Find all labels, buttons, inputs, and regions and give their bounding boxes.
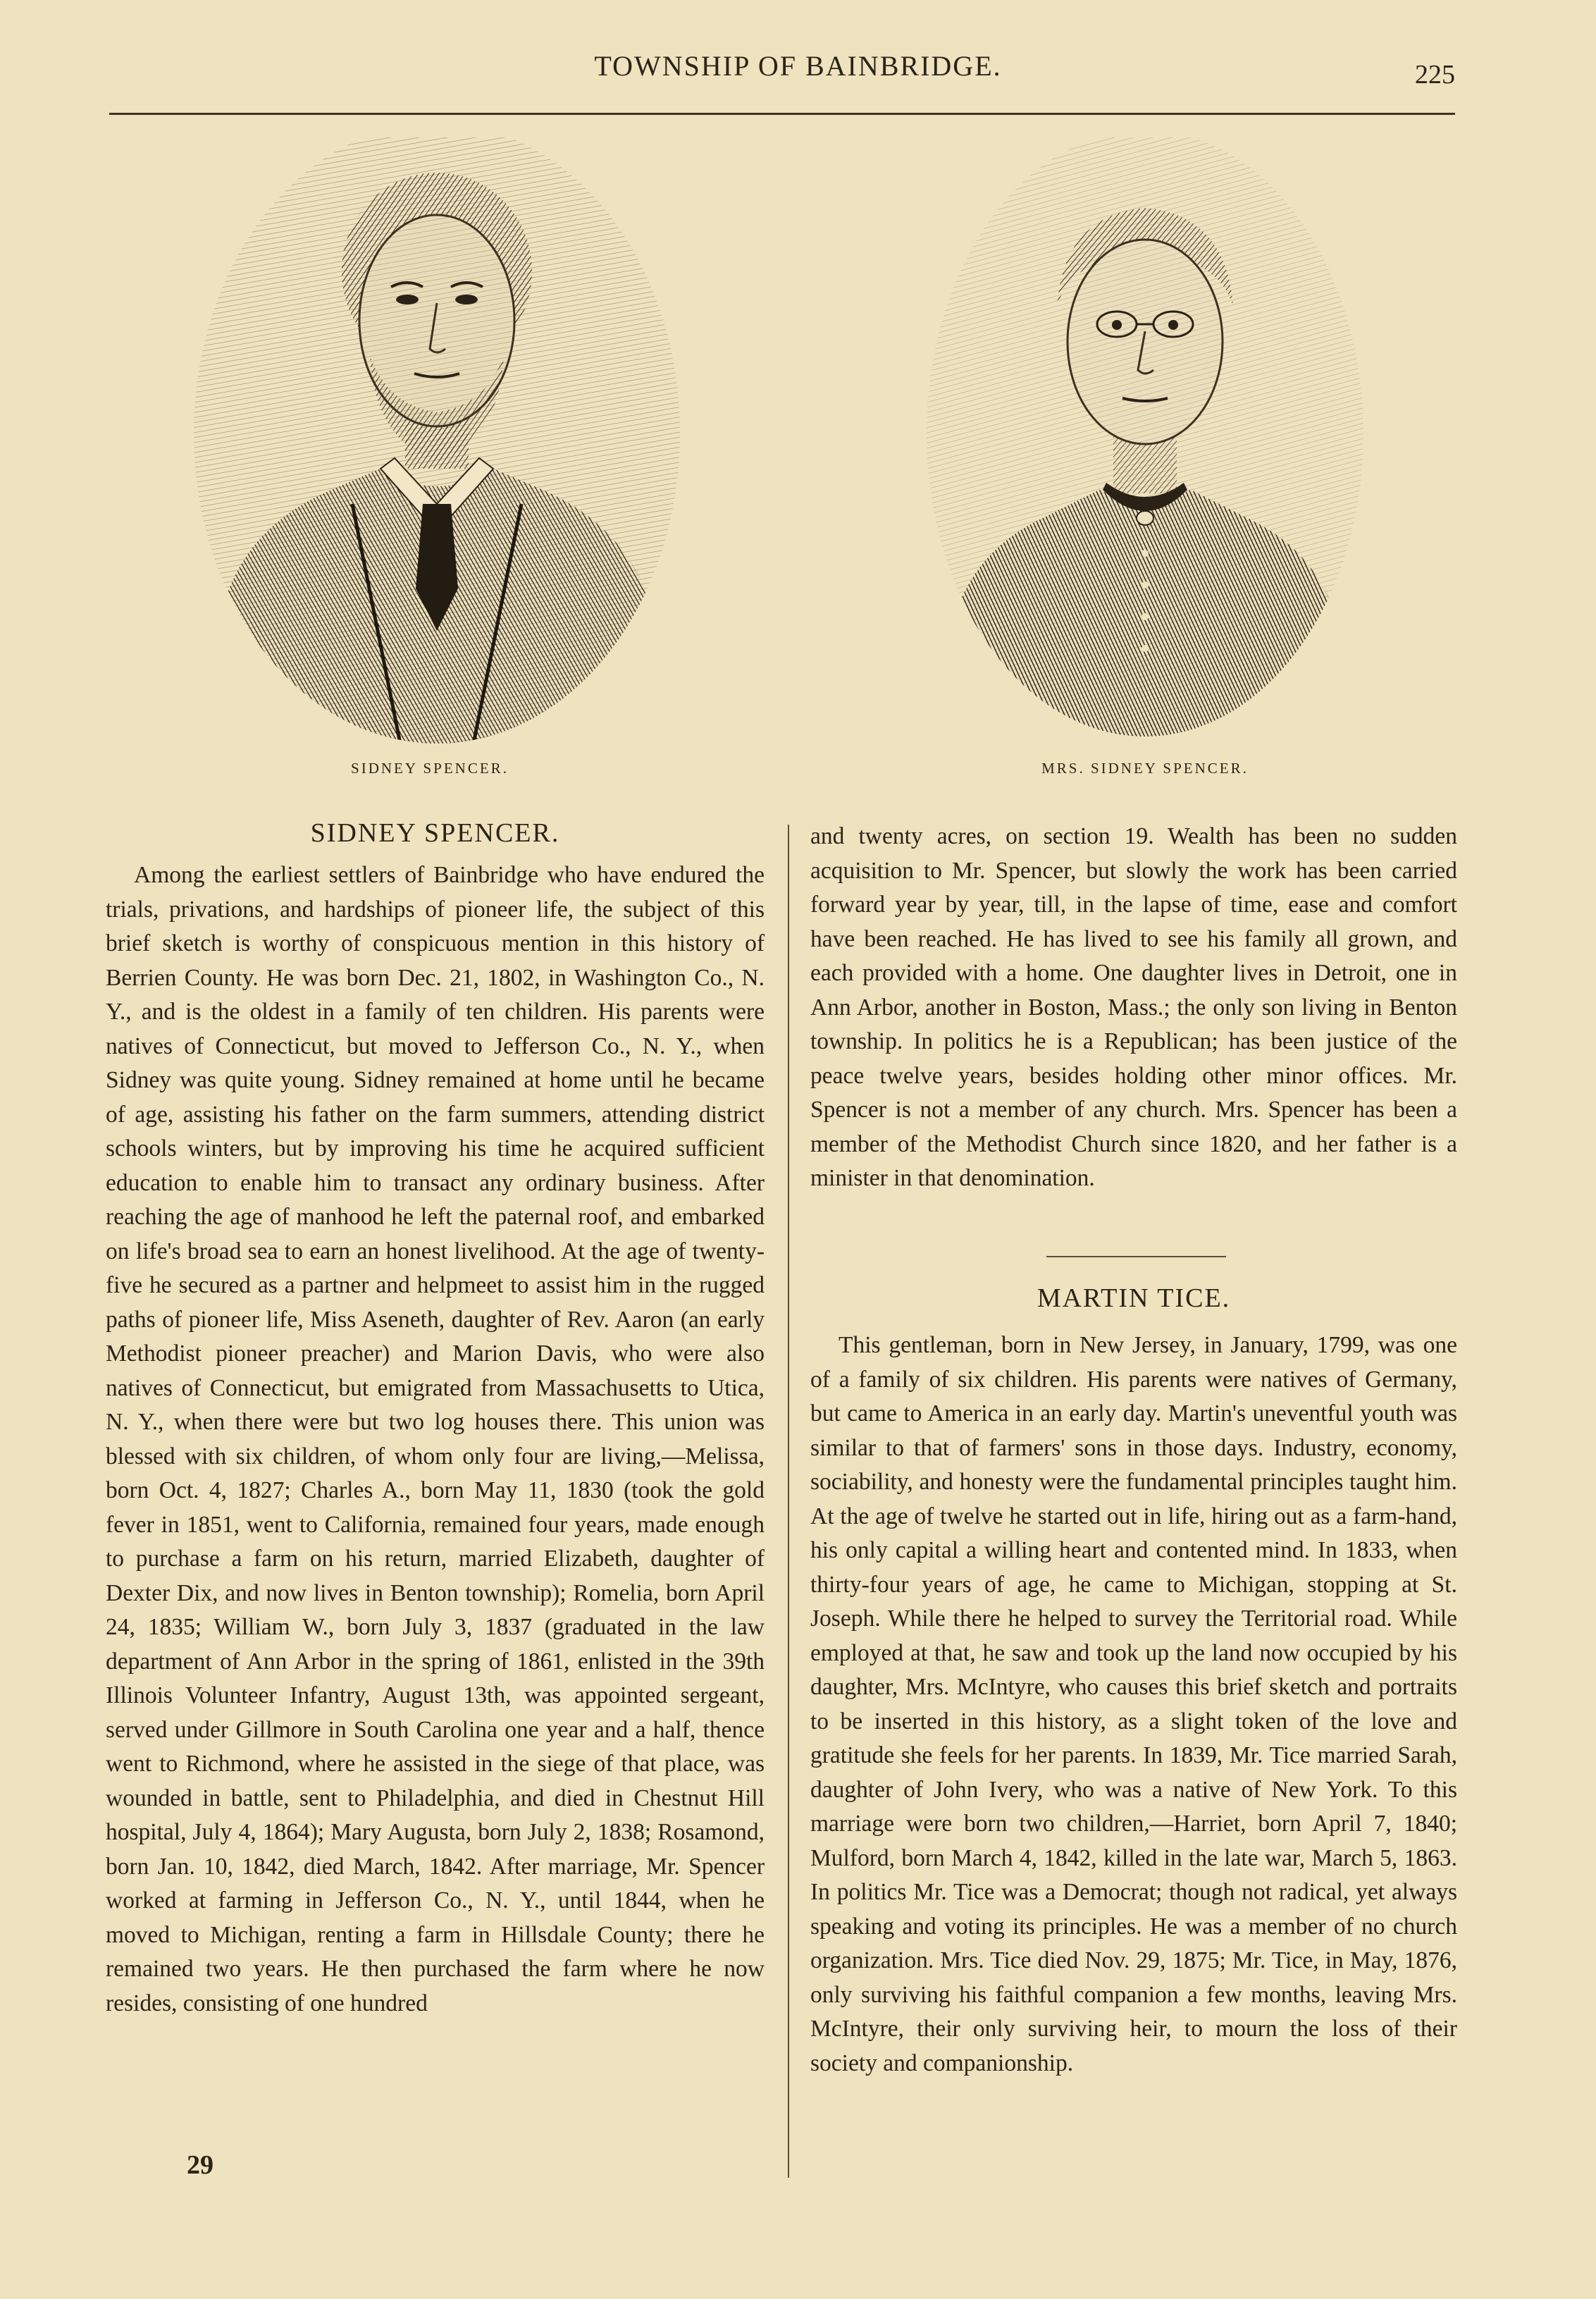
section-title-sidney-spencer: SIDNEY SPENCER. xyxy=(310,818,560,848)
paragraph-sidney-spencer: Among the earliest settlers of Bainbridge who have endured the trials, privations, and hardships of pioneer life, the subject of this brief sketch is worthy of conspicuous mention in this history of Berrien County. He was born Dec. 21, 1802, in Washington Co., N. Y., and is the oldest in a family of ten children. His parents were natives of Connecticut, but moved to Jefferson Co., N. Y., when Sidney was quite young. Sidney remained at home until he became of age, assisting his father on the farm summers, attending district schools winters, but by improving his time he acquired sufficient education to enable him to transact any ordinary business. After reaching the age of manhood he left the paternal roof, and embarked on life's broad sea to earn an honest livelihood. At the age of twenty-five he secured as a partner and helpmeet to assist him in the rugged paths of pioneer life, Miss Aseneth, daughter of Rev. Aaron (an early Methodist pioneer preacher) and Marion Davis, who were also natives of Connecticut, but emigrated from Massachusetts to Utica, N. Y., when there were but two log houses there. This union was blessed with six children, of whom only four are living,—Melissa, born Oct. 4, 1827; Charles A., born May 11, 1830 (took the gold fever in 1851, went to California, remained four years, made enough to purchase a farm on his return, married Elizabeth, daughter of Dexter Dix, and now lives in Benton township); Romelia, born April 24, 1835; William W., born July 3, 1837 (graduated in the law department of Ann Arbor in the spring of 1861, enlisted in the 39th Illinois Volunteer Infantry, August 13th, was appointed sergeant, served under Gillmore in South Carolina one year and a half, thence went to Richmond, where he assisted in the siege of that place, was wounded in battle, sent to Philadelphia, and died in Chestnut Hill hospital, July 4, 1864); Mary Augusta, born July 2, 1838; Rosamond, born Jan. 10, 1842, died March, 1842. After marriage, Mr. Spencer worked at farming in Jefferson Co., N. Y., until 1844, when he moved to Michigan, renting a farm in Hillsdale County; there he remained two years. He then purchased the farm where he now resides, consisting of one hundred xyxy=(106,862,765,2016)
paragraph-martin-tice: This gentleman, born in New Jersey, in January, 1799, was one of a family of six children. His parents were natives of Germany, but came to America in an early day. Martin's uneventful youth was similar to that of farmers' sons in those days. Industry, economy, sociability, and honesty were the fundamental principles taught him. At the age of twelve he started out in life, hiring out as a farm-hand, his only capital a willing heart and contented mind. In 1833, when thirty-four years of age, he came to Michigan, stopping at St. Joseph. While there he helped to survey the Territorial road. While employed at that, he saw and took up the land now occupied by his daughter, Mrs. McIntyre, who causes this brief sketch and portraits to be inserted in this history, as a slight token of the love and gratitude she feels for her parents. In 1839, Mr. Tice married Sarah, daughter of John Ivery, who was a native of New York. To this marriage were born two children,—Harriet, born April 7, 1840; Mulford, born March 4, 1842, killed in the late war, March 5, 1863. In politics Mr. Tice was a Democrat; though not radical, yet always speaking and voting its principles. He was a member of no church organization. Mrs. Tice died Nov. 29, 1875; Mr. Tice, in May, 1876, only surviving his faithful companion a few months, leaving Mrs. McIntyre, their only surviving heir, to mourn the loss of their society and companionship. xyxy=(810,1332,1457,2076)
section-separator xyxy=(1046,1256,1226,1257)
paragraph-sidney-spencer-continued: and twenty acres, on section 19. Wealth has been no sudden acquisition to Mr. Spencer, but slowly the work has been carried forward year by year, till, in the lapse of time, ease and comfort have been reached. He has lived to see his family all grown, and each provided with a home. One daughter lives in Detroit, one in Ann Arbor, another in Boston, Mass.; the only son living in Benton township. In politics he is a Republican; has been justice of the peace twelve years, besides holding other minor offices. Mr. Spencer is not a member of any church. Mrs. Spencer has been a member of the Methodist Church since 1820, and her father is a minister in that denomination. xyxy=(810,823,1457,1191)
signature-mark: 29 xyxy=(187,2150,214,2180)
portrait-mrs-sidney-spencer xyxy=(923,137,1367,744)
article-sidney-spencer xyxy=(106,858,765,2021)
header-rule xyxy=(109,113,1455,115)
column-divider xyxy=(788,825,789,2178)
page-header-title: TOWNSHIP OF BAINBRIDGE. xyxy=(594,50,1002,82)
caption-mrs-sidney-spencer: MRS. SIDNEY SPENCER. xyxy=(1041,760,1249,777)
article-sidney-spencer-continued xyxy=(810,820,1457,1196)
page-number: 225 xyxy=(1415,60,1455,90)
section-title-martin-tice: MARTIN TICE. xyxy=(1037,1283,1231,1313)
article-martin-tice xyxy=(810,1329,1457,2081)
caption-sidney-spencer: SIDNEY SPENCER. xyxy=(351,760,509,777)
portrait-sidney-spencer xyxy=(190,137,683,751)
